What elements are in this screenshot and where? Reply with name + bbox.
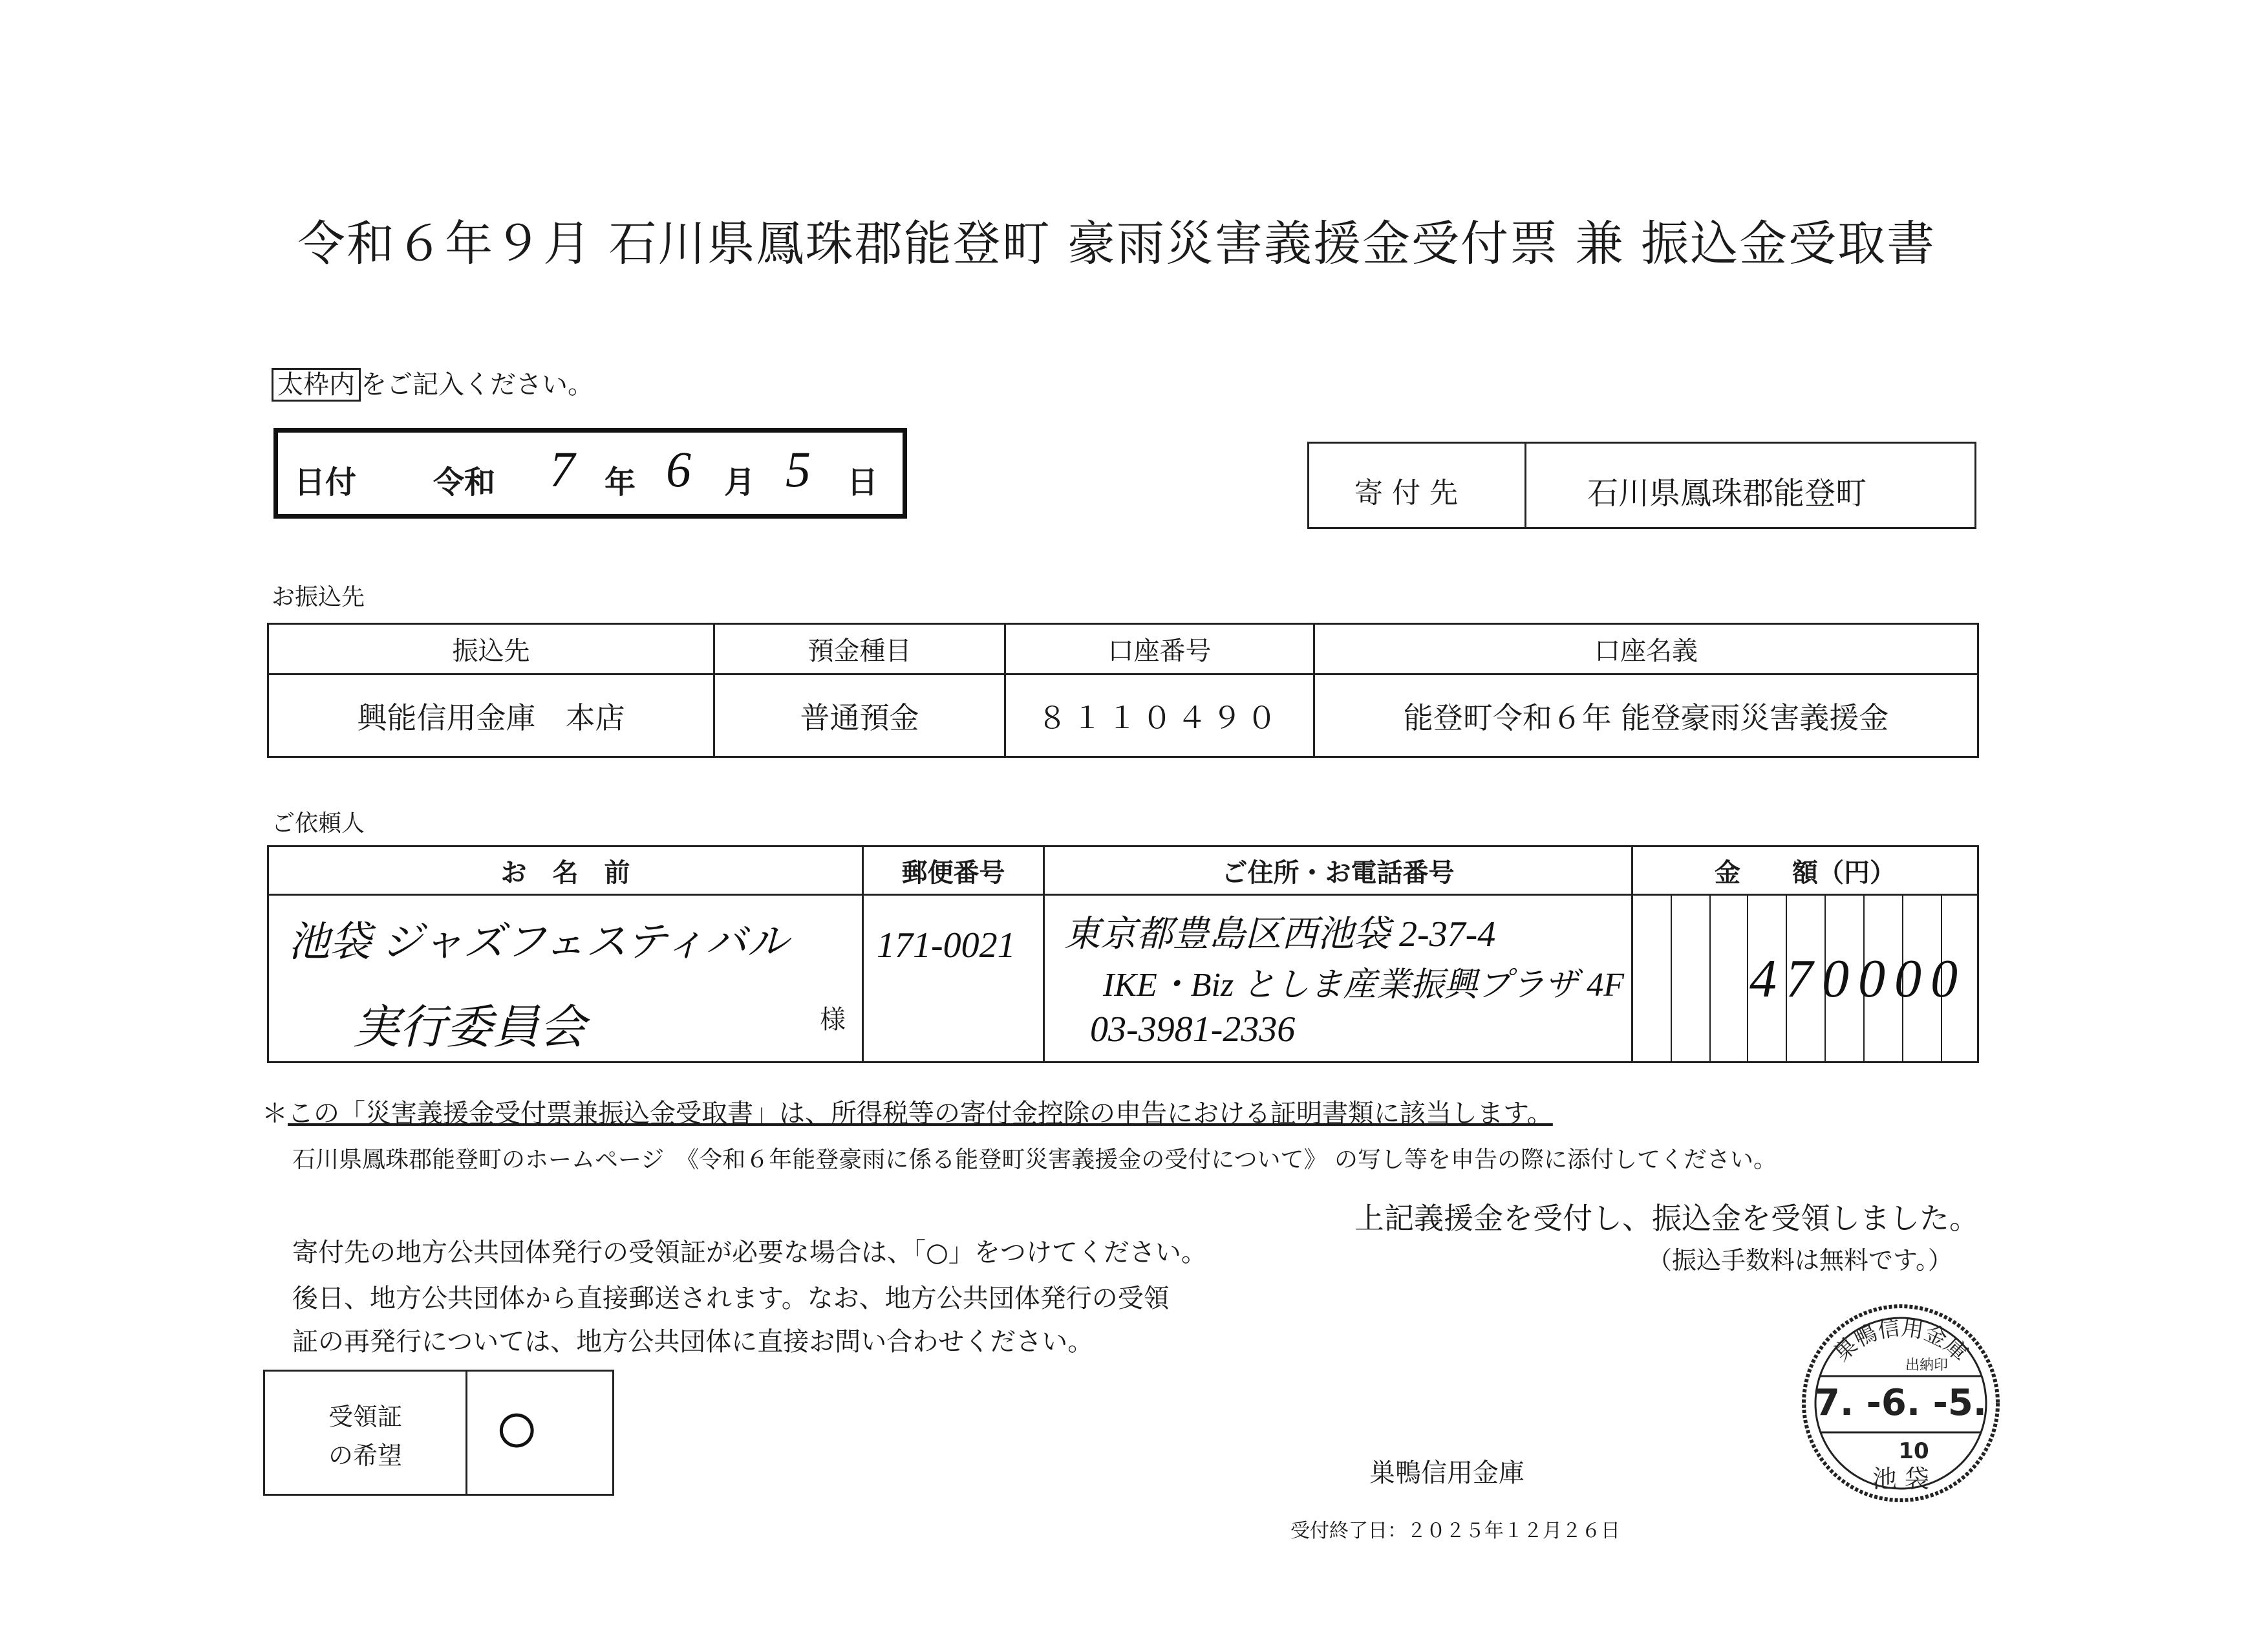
- stamp-date: 7. -6. -5.: [1814, 1382, 1987, 1424]
- receipt-wish-checkbox[interactable]: [467, 1372, 612, 1494]
- date-day-value[interactable]: 5: [786, 441, 811, 497]
- homepage-note: 石川県鳳珠郡能登町のホームページ 《令和６年能登豪雨に係る能登町災害義援金の受付について》 の写し等を申告の際に添付してください。: [292, 1147, 1777, 1173]
- requester-name-cell[interactable]: [268, 895, 863, 1062]
- receipt-notice-line3: 証の再発行については、地方公共団体に直接お問い合わせください。: [292, 1327, 1094, 1357]
- footnote-underlined: この「災害義援金受付票兼振込金受取書」は、所得税等の寄付金控除の申告における証明書類に該当します。: [288, 1099, 1553, 1128]
- transfer-account-number: ８１１０４９０: [1005, 674, 1314, 757]
- transfer-account-type: 普通預金: [714, 674, 1005, 757]
- receipt-wish-label-line2: の希望: [328, 1441, 402, 1470]
- transfer-header-account-type: 預金種目: [714, 624, 1005, 674]
- date-day-unit: 日: [847, 464, 879, 501]
- tax-deduction-note: [262, 1093, 1553, 1130]
- requester-section-label: ご依頼人: [272, 810, 365, 837]
- requester-table: [267, 845, 1979, 1063]
- date-era: 令和: [433, 464, 496, 501]
- requester-honorific: 様: [820, 1005, 846, 1035]
- requester-postal-cell[interactable]: [863, 895, 1044, 1062]
- requester-header-name: お 名 前: [268, 846, 863, 895]
- date-year-unit: 年: [604, 464, 636, 501]
- requester-address-line1: 東京都豊島区西池袋 2-37-4: [1064, 914, 1496, 954]
- receipt-wish-label: [304, 1397, 427, 1475]
- transfer-section-label: お振込先: [272, 584, 365, 610]
- date-month-value[interactable]: 6: [666, 441, 691, 497]
- transfer-header-account-name: 口座名義: [1314, 624, 1978, 674]
- receipt-wish-label-line1: 受領証: [328, 1403, 402, 1431]
- stamp-branch: 池 袋: [1872, 1465, 1930, 1493]
- requester-amount-cell[interactable]: [1632, 895, 1978, 1062]
- recipient-label: 寄付先: [1354, 477, 1467, 510]
- transfer-header-destination: 振込先: [268, 624, 714, 674]
- date-year-value[interactable]: 7: [550, 441, 575, 497]
- recipient-value: 石川県鳳珠郡能登町: [1587, 475, 1867, 512]
- requester-amount: 470000: [1749, 949, 1967, 1009]
- requester-address-cell[interactable]: [1044, 895, 1632, 1062]
- recipient-box: [1307, 442, 1976, 529]
- bank-stamp: [1797, 1300, 2004, 1507]
- date-month-unit: 月: [724, 464, 756, 501]
- requester-header-postal: 郵便番号: [863, 846, 1044, 895]
- page-title: 令和６年９月 石川県鳳珠郡能登町 豪雨災害義援金受付票 兼 振込金受取書: [297, 216, 1936, 272]
- transfer-header-account-number: 口座番号: [1005, 624, 1314, 674]
- confirmation-text: 上記義援金を受付し、振込金を受領しました。: [1354, 1201, 1979, 1236]
- recipient-divider: [1524, 444, 1526, 527]
- stamp-number: 10: [1898, 1438, 1929, 1464]
- deadline-text: 受付終了日：２０２５年１２月２６日: [1290, 1520, 1620, 1542]
- requester-header-amount: 金 額（円）: [1632, 846, 1978, 895]
- bank-name: 巣鴨信用金庫: [1369, 1458, 1524, 1488]
- receipt-notice-line2: 後日、地方公共団体から直接郵送されます。なお、地方公共団体発行の受領: [292, 1284, 1170, 1313]
- receipt-notice-line1: 寄付先の地方公共団体発行の受領証が必要な場合は、「○」をつけてください。: [292, 1238, 1207, 1267]
- fee-note: （振込手数料は無料です。）: [1647, 1246, 1952, 1275]
- stamp-sub-text: 出納印: [1905, 1357, 1949, 1374]
- requester-phone: 03-3981-2336: [1090, 1009, 1296, 1050]
- instruction-rest: をご記入ください。: [361, 370, 594, 400]
- requester-name-line2: 実行委員会: [353, 1002, 586, 1053]
- transfer-destination: 興能信用金庫 本店: [268, 674, 714, 757]
- date-box: [273, 428, 907, 519]
- requester-name-line1: 池袋 ジャズフェスティバル: [288, 919, 789, 965]
- requester-postal: 171-0021: [877, 925, 1016, 965]
- instruction-text: [272, 364, 594, 401]
- transfer-table: [267, 623, 1979, 758]
- requester-address-line2: IKE・Biz としま産業振興プラザ 4F: [1103, 967, 1624, 1004]
- instruction-boxed-word: 太枠内: [272, 368, 361, 402]
- receipt-wish-mark: ○: [493, 1385, 540, 1471]
- receipt-wish-box: [263, 1370, 614, 1496]
- requester-header-address: ご住所・お電話番号: [1044, 846, 1632, 895]
- transfer-account-name: 能登町令和６年 能登豪雨災害義援金: [1314, 674, 1978, 757]
- footnote-star: ＊: [262, 1099, 288, 1128]
- stamp-top-text: 巣鴨信用金庫: [1829, 1315, 1973, 1367]
- date-label: 日付: [294, 464, 357, 501]
